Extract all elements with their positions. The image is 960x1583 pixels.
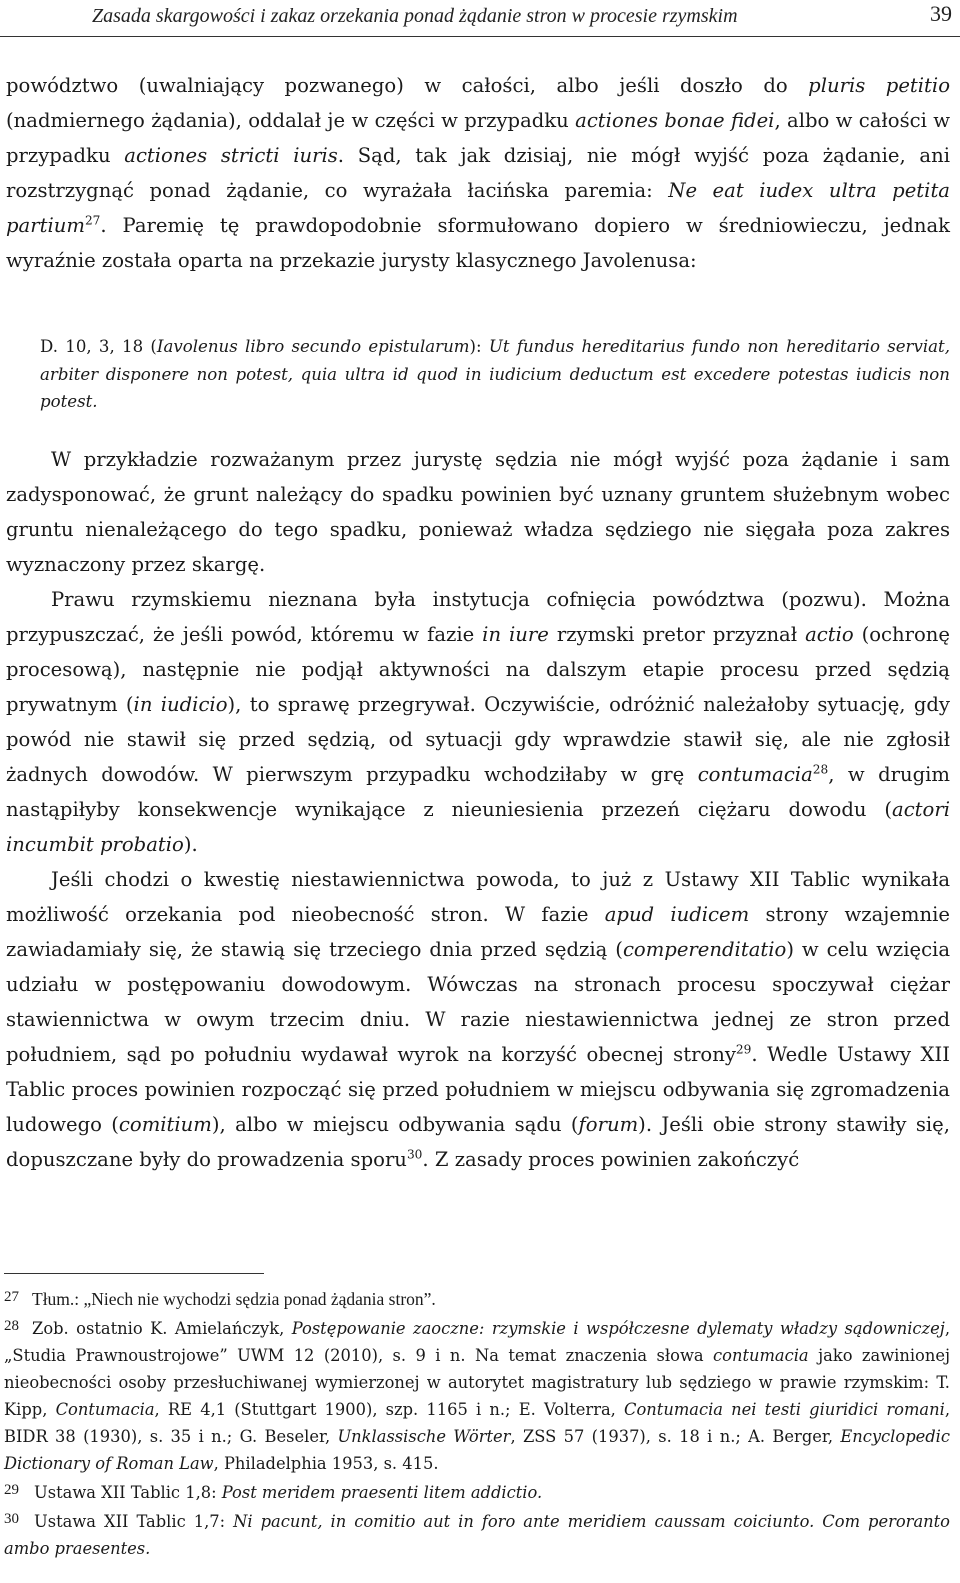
footnote-29: 29 Ustawa XII Tablic 1,8: Post meridem praesenti litem addictio. [4, 1482, 543, 1502]
footnote-30: 30 Ustawa XII Tablic 1,7: Ni pacunt, in comitio aut in foro ante meridiem caussam coiciunto. Com peroranto ambo praesentes. [4, 1511, 950, 1558]
footnote-ref-27: 27 [84, 213, 101, 228]
footnote-divider [4, 1273, 264, 1274]
running-title: Zasada skargowości i zakaz orzekania ponad żądanie stron w procesie rzymskim [92, 5, 738, 27]
body-text-main [6, 442, 950, 1177]
body-text-top [6, 68, 950, 278]
footnote-ref-28: 28 [812, 762, 829, 777]
footnote-ref-30: 30 [406, 1147, 423, 1162]
paragraph-3: Prawu rzymskiemu nieznana była instytucja cofnięcia powództwa (pozwu). Można przypuszczać, że jeśli powód, któremu w fazie in iure rzymski pretor przyznał actio (ochronę procesową), następnie nie podjął aktywności na dalszym etapie procesu przed sędzią prywatnym (in iudicio), to sprawę przegrywał. Oczywiście, odróżnić należałoby sytuację, gdy powód nie stawił się przed sędzią, od sytuacji gdy wprawdzie stawił się, ale nie zgłosił żadnych dowodów. W pierwszym przypadku wchodziłaby w grę contumacia$^{28}$, w drugim nastąpiłyby konsekwencje wynikające z nieuniesienia przezeń ciężaru dowodu (actori incumbit probatio). [6, 588, 951, 856]
block-quote [40, 333, 950, 416]
quote-text: D. 10, 3, 18 (Iavolenus libro secundo epistularum): Ut fundus hereditarius fundo non hereditario serviat, arbiter disponere non potest, quia ultra id quod in iudicium deductum est excedere potestas iudicis non potest. [40, 337, 951, 411]
paragraph-1: powództwo (uwalniający pozwanego) w całości, albo jeśli doszło do pluris petitio (nadmiernego żądania), oddalał je w części w przypadku actiones bonae fidei, albo w całości w przypadku actiones stricti iuris. Sąd, tak jak dzisiaj, nie mógł wyjść poza żądanie, ani rozstrzygnąć ponad żądanie, co wyrażała łacińska paremia: Ne eat iudex ultra petita partium$^{27}$. Paremię tę prawdopodobnie sformułowano dopiero w średniowieczu, jednak wyraźnie została oparta na przekazie jurysty klasycznego Javolenusa: [6, 74, 950, 272]
footnote-28: 28 Zob. ostatnio K. Amielańczyk, Postępowanie zaoczne: rzymskie i współczesne dylematy władzy sądowniczej, „Studia Prawnoustrojowe” UWM 12 (2010), s. 9 i n. Na temat znaczenia słowa contumacia jako zawinionej nieobecności osoby przesłuchiwanej wymierzonej w autorytet magistratury lub sędziego w prawie rzymskim: T. Kipp, Contumacia, RE 4,1 (Stuttgart 1900), szp. 1165 i n.; E. Volterra, Contumacia nei testi giuridici romani, BIDR 38 (1930), s. 35 i n.; G. Beseler, Unklassische Wörter, ZSS 57 (1937), s. 18 i n.; A. Berger, Encyclopedic Dictionary of Roman Law, Philadelphia 1953, s. 415. [4, 1318, 951, 1473]
running-header [0, 0, 960, 37]
paragraph-2: W przykładzie rozważanym przez jurystę sędzia nie mógł wyjść poza żądanie i sam zadysponować, że grunt należący do spadku powinien być uznany gruntem służebnym wobec gruntu nienależącego do tego spadku, ponieważ władza sędziego nie sięgała poza zakres wyznaczony przez skargę. [6, 448, 950, 576]
paragraph-4: Jeśli chodzi o kwestię niestawiennictwa powoda, to już z Ustawy XII Tablic wynikała możliwość orzekania pod nieobecność stron. W fazie apud iudicem strony wzajemnie zawiadamiały się, że stawią się trzeciego dnia przed sędzią (comperenditatio) w celu wzięcia udziału w postępowaniu dowodowym. Wówczas na stronach procesu spoczywał ciężar stawiennictwa w owym trzecim dniu. W razie niestawiennictwa jednej ze stron przed południem, sąd po południu wydawał wyrok na korzyść obecnej strony$^{29}$. Wedle Ustawy XII Tablic proces powinien rozpocząć się przed południem w miejscu odbywania się zgromadzenia ludowego (comitium), albo w miejscu odbywania sądu (forum). Jeśli obie strony stawiły się, dopuszczane były do prowadzenia sporu$^{30}$. Z zasady proces powinien zakończyć [6, 868, 950, 1171]
footnote-27: 27 Tłum.: „Niech nie wychodzi sędzia ponad żądania stron”. [4, 1289, 436, 1309]
page-number: 39 [930, 1, 952, 26]
footnotes [4, 1284, 950, 1562]
footnote-ref-29: 29 [735, 1042, 752, 1057]
